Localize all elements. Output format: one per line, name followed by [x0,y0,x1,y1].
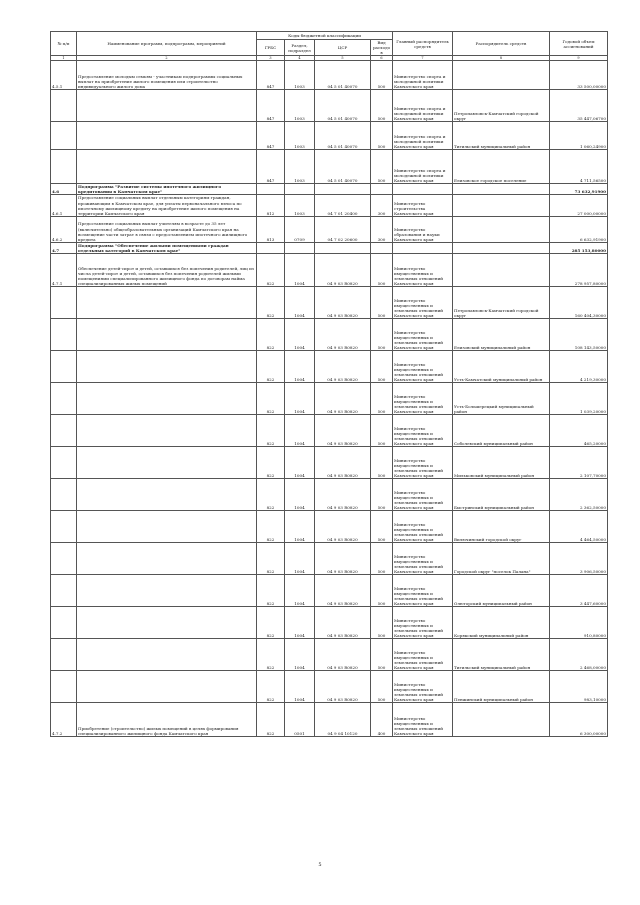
table-body [51,61,608,737]
row-csr: 04 9 03 R0820 [315,447,371,479]
row-csr: 04 9 04 10120 [315,703,371,737]
row-razdel [285,242,315,253]
row-number [51,150,77,184]
row-number [51,319,77,351]
header-vr: Вид расходов [371,40,393,56]
row-vr: 500 [371,575,393,607]
row-vr: 500 [371,639,393,671]
row-name [77,122,257,150]
row-grbs: 822 [257,254,285,287]
row-number [51,351,77,383]
row-grbs: 847 [257,61,285,90]
row-number [51,543,77,575]
row-number [51,415,77,447]
header-razdel: Раздел, подраздел [285,40,315,56]
row-name [77,511,257,543]
column-number: 5 [315,56,371,61]
row-manager: Олюторский муниципальный район [453,575,550,607]
row-csr: 04 5 01 40070 [315,61,371,90]
row-main-manager: Министерство спорта и молодежной политики Камчатского края [393,150,453,184]
row-razdel: 1004 [285,287,315,319]
row-csr [315,184,371,195]
row-manager [453,216,550,242]
row-name [77,479,257,511]
row-number: 4.7.1 [51,254,77,287]
row-razdel: 1004 [285,511,315,543]
row-manager: Городской округ "поселок Палана" [453,543,550,575]
row-name: Обеспечение детей-сирот и детей, оставшихся без попечения родителей, лиц из числа детей-сирот и детей, оставшихся без попечения родителей жилыми помещениями специализированного жилищного фонда по договорам найма специализированных жилых помещений [77,254,257,287]
row-grbs: 822 [257,511,285,543]
row-razdel: 1004 [285,479,315,511]
row-amount: 910,80000 [550,607,608,639]
row-number [51,639,77,671]
row-manager: Корякский муниципальный район [453,607,550,639]
header-manager: Распорядитель средств [453,32,550,56]
row-csr [315,242,371,253]
row-razdel: 1004 [285,319,315,351]
row-vr: 500 [371,122,393,150]
row-csr: 04 9 03 R0820 [315,543,371,575]
table-row [51,543,608,575]
table-row [51,184,608,195]
row-vr: 400 [371,703,393,737]
row-manager: Соболевский муниципальный район [453,415,550,447]
row-manager: Пенжинский муниципальный район [453,671,550,703]
row-name [77,90,257,122]
row-amount: 4 219,30000 [550,351,608,383]
row-razdel: 1004 [285,575,315,607]
table-row [51,351,608,383]
table-row [51,479,608,511]
row-main-manager: Министерство имущественных и земельных отношений Камчатского края [393,447,453,479]
row-grbs: 822 [257,287,285,319]
row-number [51,607,77,639]
budget-table [50,31,608,737]
row-vr [371,184,393,195]
row-number: 4.7 [51,242,77,253]
row-vr: 500 [371,150,393,184]
header-num: № п/п [51,32,77,56]
row-manager: Тигильский муниципальный район [453,639,550,671]
row-number: 4.7.2 [51,703,77,737]
row-number: 4.6.1 [51,195,77,216]
row-csr: 04 9 03 R0820 [315,575,371,607]
row-grbs: 822 [257,415,285,447]
table-row [51,287,608,319]
column-number: 6 [371,56,393,61]
header-grbs: ГРБС [257,40,285,56]
row-razdel: 1004 [285,639,315,671]
row-main-manager: Министерство имущественных и земельных отношений Камчатского края [393,254,453,287]
row-number [51,479,77,511]
row-csr: 04 9 03 R0820 [315,479,371,511]
row-csr: 04 5 01 40070 [315,122,371,150]
row-amount: 278 957,80000 [550,254,608,287]
row-vr: 500 [371,351,393,383]
table-row [51,607,608,639]
row-amount: 2 107,70000 [550,447,608,479]
row-name [77,575,257,607]
row-razdel: 1004 [285,607,315,639]
row-grbs: 822 [257,543,285,575]
table-row [51,703,608,737]
row-csr: 04 9 03 R0820 [315,607,371,639]
column-number: 8 [453,56,550,61]
row-name [77,351,257,383]
row-main-manager: Министерство имущественных и земельных отношений Камчатского края [393,607,453,639]
row-name [77,415,257,447]
row-amount: 33 500,00000 [550,61,608,90]
row-razdel: 1004 [285,383,315,415]
row-grbs: 822 [257,351,285,383]
row-vr: 300 [371,195,393,216]
row-amount: 6 632,91900 [550,216,608,242]
row-amount: 465,20000 [550,415,608,447]
row-number: 4.6 [51,184,77,195]
row-manager: Тигильский муниципальный район [453,122,550,150]
row-number [51,90,77,122]
header-main-manager: Главный распорядитель средств [393,32,453,56]
row-vr: 500 [371,90,393,122]
table-row [51,511,608,543]
row-name: Приобретение (строительство) жилых помещений в целях формирования специализированного жилищного фонда Камчатского края [77,703,257,737]
row-main-manager: Министерство имущественных и земельных отношений Камчатского края [393,351,453,383]
row-main-manager: Министерство имущественных и земельных отношений Камчатского края [393,319,453,351]
row-main-manager: Министерство имущественных и земельных отношений Камчатского края [393,511,453,543]
row-manager: Петропавловск-Камчатский городской округ [453,90,550,122]
row-csr: 04 9 03 R0820 [315,511,371,543]
row-vr: 500 [371,254,393,287]
row-amount: 160 404,30000 [550,287,608,319]
row-csr: 04 9 03 R0820 [315,254,371,287]
column-number: 9 [550,56,608,61]
row-main-manager: Министерство спорта и молодежной политики Камчатского края [393,61,453,90]
row-amount: 35 447,06700 [550,90,608,122]
row-grbs: 847 [257,122,285,150]
row-manager: Елизовское городское поселение [453,150,550,184]
row-main-manager: Министерство имущественных и земельных отношений Камчатского края [393,671,453,703]
row-manager: Быстринский муниципальный район [453,479,550,511]
row-main-manager: Министерство спорта и молодежной политики Камчатского края [393,90,453,122]
header-csr: ЦСР [315,40,371,56]
table-row [51,575,608,607]
table-row [51,90,608,122]
row-csr: 04 9 03 R0820 [315,671,371,703]
row-razdel: 1004 [285,351,315,383]
row-grbs [257,184,285,195]
row-grbs: 812 [257,195,285,216]
row-csr: 04 9 03 R0820 [315,383,371,415]
row-number [51,287,77,319]
row-main-manager: Министерство имущественных и земельных отношений Камчатского края [393,479,453,511]
table-row [51,254,608,287]
row-vr: 500 [371,671,393,703]
row-amount: 1 039,20000 [550,383,608,415]
row-amount: 27 000,00000 [550,195,608,216]
row-name [77,543,257,575]
row-amount: 2 362,50000 [550,479,608,511]
row-number [51,383,77,415]
row-vr: 500 [371,287,393,319]
row-main-manager: Министерство имущественных и земельных отношений Камчатского края [393,703,453,737]
table-row [51,216,608,242]
row-grbs: 847 [257,150,285,184]
row-razdel: 1003 [285,150,315,184]
row-grbs: 813 [257,216,285,242]
row-manager [453,242,550,253]
row-razdel: 0501 [285,703,315,737]
page-number: 5 [318,862,322,868]
row-name [77,447,257,479]
table-row [51,447,608,479]
row-razdel: 1004 [285,543,315,575]
header-budget-codes: Коды бюджетной классификации [257,32,393,40]
budget-table-page [50,31,608,737]
column-number: 2 [77,56,257,61]
table-row [51,61,608,90]
row-number [51,447,77,479]
row-csr: 04 9 03 R0820 [315,415,371,447]
row-name [77,383,257,415]
row-vr: 300 [371,216,393,242]
row-manager: Вилючинский городской округ [453,511,550,543]
table-row [51,671,608,703]
row-main-manager: Министерство имущественных и земельных отношений Камчатского края [393,575,453,607]
row-csr: 04 9 03 R0820 [315,351,371,383]
row-name [77,639,257,671]
row-name [77,671,257,703]
row-manager: Петропавловск-Камчатский городской округ [453,287,550,319]
row-grbs: 822 [257,383,285,415]
row-razdel: 1004 [285,447,315,479]
row-vr: 500 [371,415,393,447]
header-amount: Годовой объем ассигнований [550,32,608,56]
column-number: 4 [285,56,315,61]
row-manager: Елизовский муниципальный район [453,319,550,351]
row-name: Предоставление социальных выплат учителям в возрасте до 35 лет (включительно) общеобразовательных организаций Камчатского края на возмещение части затрат в связи с предоставлением ипотечного жилищного кредита [77,216,257,242]
row-main-manager [393,184,453,195]
row-grbs: 822 [257,479,285,511]
row-manager: Усть-Камчатский муниципальный район [453,351,550,383]
row-csr: 04 9 03 R0820 [315,287,371,319]
row-vr: 500 [371,607,393,639]
row-grbs [257,242,285,253]
header-name: Наименование программ, подпрограмм, мероприятий [77,32,257,56]
column-number: 7 [393,56,453,61]
row-razdel: 1003 [285,61,315,90]
row-razdel: 1004 [285,671,315,703]
row-number [51,511,77,543]
row-grbs: 822 [257,671,285,703]
row-amount: 285 153,80000 [550,242,608,253]
row-csr: 04 7 02 20600 [315,216,371,242]
row-amount: 108 143,50000 [550,319,608,351]
row-vr: 500 [371,447,393,479]
row-main-manager: Министерство строительства Камчатского края [393,195,453,216]
table-row [51,383,608,415]
row-razdel: 0709 [285,216,315,242]
row-number [51,122,77,150]
row-razdel [285,184,315,195]
row-vr: 500 [371,383,393,415]
row-name [77,287,257,319]
row-manager [453,61,550,90]
table-header [51,32,608,61]
row-grbs: 822 [257,319,285,351]
row-vr: 500 [371,61,393,90]
row-main-manager: Министерство имущественных и земельных отношений Камчатского края [393,639,453,671]
table-row [51,122,608,150]
row-manager [453,195,550,216]
row-name: Предоставление социальных выплат отдельным категориям граждан, проживающим в Камчатском крае, для уплаты первоначального взноса по ипотечному жилищному кредиту на приобретение жилого помещения на территории Камчатского края [77,195,257,216]
row-csr: 04 9 03 R0820 [315,319,371,351]
row-main-manager: Министерство имущественных и земельных отношений Камчатского края [393,287,453,319]
row-manager: Мильковский муниципальный район [453,447,550,479]
row-csr: 04 9 03 R0820 [315,639,371,671]
row-razdel: 1004 [285,415,315,447]
row-name [77,607,257,639]
row-razdel: 1003 [285,122,315,150]
row-razdel: 1003 [285,90,315,122]
row-manager [453,703,550,737]
row-csr: 04 5 01 40070 [315,150,371,184]
row-amount: 2 468,00000 [550,639,608,671]
row-number: 4.6.2 [51,216,77,242]
table-row [51,195,608,216]
row-vr: 500 [371,479,393,511]
row-amount: 6 300,00000 [550,703,608,737]
row-amount: 983,10000 [550,671,608,703]
row-razdel: 1004 [285,254,315,287]
row-main-manager: Министерство образования и науки Камчатского края [393,216,453,242]
row-csr: 04 5 01 40070 [315,90,371,122]
row-main-manager: Министерство имущественных и земельных отношений Камчатского края [393,415,453,447]
row-main-manager: Министерство спорта и молодежной политики Камчатского края [393,122,453,150]
table-row [51,415,608,447]
row-name [77,150,257,184]
row-vr [371,242,393,253]
row-number [51,671,77,703]
row-grbs: 822 [257,447,285,479]
column-number: 3 [257,56,285,61]
row-manager [453,184,550,195]
row-manager: Усть-Большерецкий муниципальный район [453,383,550,415]
column-number: 1 [51,56,77,61]
row-amount: 73 632,91900 [550,184,608,195]
table-row [51,150,608,184]
row-main-manager: Министерство имущественных и земельных отношений Камчатского края [393,543,453,575]
row-name: Подпрограмма "Развитие системы ипотечного жилищного кредитования в Камчатском крае" [77,184,257,195]
row-amount: 1 060,24900 [550,122,608,150]
row-grbs: 847 [257,90,285,122]
row-name: Подпрограмма "Обеспечение жилыми помещениями граждан отдельных категорий в Камчатском крае" [77,242,257,253]
table-row [51,242,608,253]
row-main-manager [393,242,453,253]
row-vr: 500 [371,511,393,543]
row-name [77,319,257,351]
row-vr: 500 [371,319,393,351]
row-amount: 3 447,60000 [550,575,608,607]
row-vr: 500 [371,543,393,575]
row-grbs: 822 [257,639,285,671]
row-amount: 4 711,56500 [550,150,608,184]
table-row [51,319,608,351]
row-razdel: 1003 [285,195,315,216]
row-main-manager: Министерство имущественных и земельных отношений Камчатского края [393,383,453,415]
row-amount: 4 464,50000 [550,511,608,543]
row-number [51,575,77,607]
row-csr: 04 7 01 20400 [315,195,371,216]
row-grbs: 822 [257,703,285,737]
row-manager [453,254,550,287]
row-grbs: 822 [257,575,285,607]
row-number: 4.5.1 [51,61,77,90]
table-row [51,639,608,671]
row-name: Предоставление молодым семьям - участникам подпрограммы социальных выплат на приобретение жилого помещения или строительство индивидуального жилого дома [77,61,257,90]
row-amount: 3 906,50000 [550,543,608,575]
row-grbs: 822 [257,607,285,639]
